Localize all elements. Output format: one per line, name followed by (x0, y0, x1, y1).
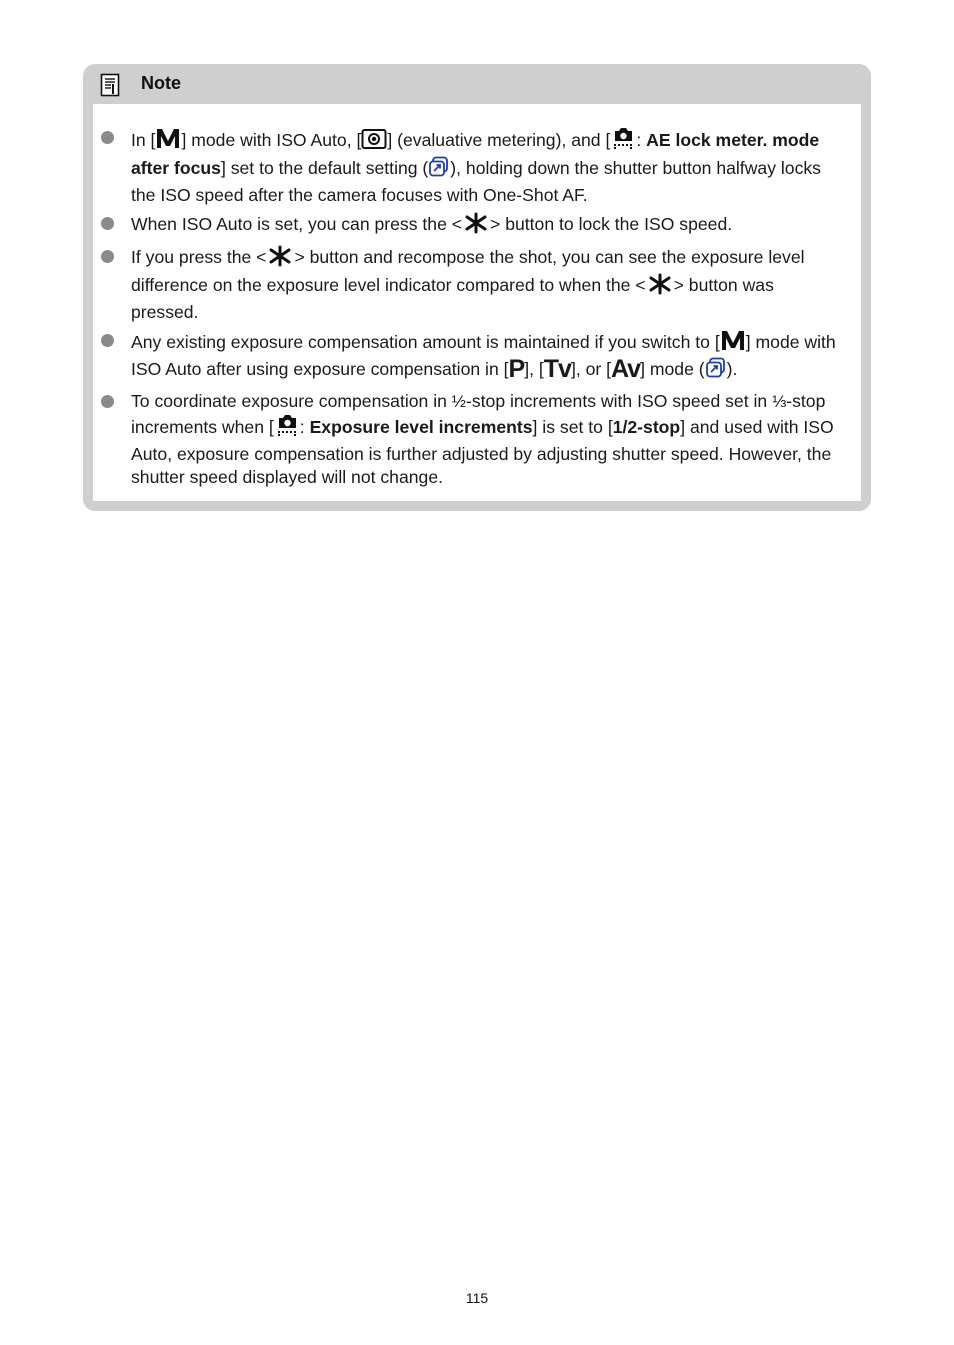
tv-mode-icon: Tv (543, 355, 571, 383)
item-text: ], [ (524, 359, 544, 379)
bullet-icon (101, 250, 114, 263)
bullet-icon (101, 131, 114, 144)
item-text: : (299, 417, 310, 437)
item-text: -stop increments when [ (131, 391, 826, 437)
item-text: > button was pressed. (131, 275, 774, 322)
item-text: > button to lock the ISO speed. (490, 214, 733, 234)
setting-name: AE lock meter. mode after focus (131, 130, 820, 178)
evaluative-metering-icon (361, 128, 387, 156)
item-text: ] and used with ISO Auto, exposure compensation is further adjusted by adjusting shutter speed. However, the shutter speed displayed will not change. (131, 417, 834, 487)
item-text: ], or [ (570, 359, 612, 379)
item-text: ), holding down the shutter button halfway locks the ISO speed after the camera focuses with One-Shot AF. (131, 158, 821, 205)
bullet-icon (101, 217, 114, 230)
ae-lock-asterisk-icon (266, 245, 294, 273)
item-text: ). (726, 359, 738, 379)
fraction-third: ⅓ (772, 392, 787, 411)
note-body (93, 104, 861, 501)
note-list (93, 126, 861, 494)
item-text: ] is set to [ (532, 417, 613, 437)
page-link-icon[interactable] (428, 156, 450, 184)
note-icon (100, 73, 120, 97)
item-text: ] mode ( (640, 359, 705, 379)
fraction-half: ½ (451, 392, 466, 411)
item-text: ] set to the default setting ( (220, 158, 429, 178)
bullet-icon (101, 334, 114, 347)
item-text: To coordinate exposure compensation in (131, 391, 452, 411)
list-item (93, 212, 861, 240)
manual-mode-icon (155, 127, 181, 155)
item-text: When ISO Auto is set, you can press the < (131, 214, 463, 234)
shooting-menu-icon (610, 126, 636, 156)
item-text: -stop increments with ISO speed set in (465, 391, 773, 411)
manual-mode-icon (720, 329, 746, 357)
list-item (93, 245, 861, 324)
setting-name: Exposure level increments (309, 417, 533, 437)
ae-lock-asterisk-icon (646, 273, 674, 301)
item-text: In [ (131, 130, 156, 150)
program-mode-icon: P (508, 355, 525, 383)
page-link-icon[interactable] (705, 357, 727, 385)
note-box (83, 64, 871, 511)
shooting-menu-icon (274, 413, 300, 443)
item-text: ] (evaluative metering), and [ (387, 130, 611, 150)
av-mode-icon: Av (611, 355, 641, 383)
item-text: ] mode with ISO Auto after using exposure compensation in [ (131, 332, 836, 379)
item-text: > button and recompose the shot, you can see the exposure level difference on the exposure level indicator compared to when the < (131, 247, 805, 295)
item-text: If you press the < (131, 247, 267, 267)
item-text: ] mode with ISO Auto, [ (181, 130, 362, 150)
item-text: Any existing exposure compensation amount is maintained if you switch to [ (131, 332, 720, 352)
list-item (93, 126, 861, 207)
bullet-icon (101, 395, 114, 408)
note-title: Note (141, 73, 181, 93)
ae-lock-asterisk-icon (462, 212, 490, 240)
item-text: : (636, 130, 647, 150)
note-header (83, 64, 871, 104)
list-item (93, 329, 861, 385)
setting-value: 1/2-stop (612, 417, 681, 437)
page-number: 115 (465, 1290, 489, 1306)
list-item (93, 390, 861, 489)
